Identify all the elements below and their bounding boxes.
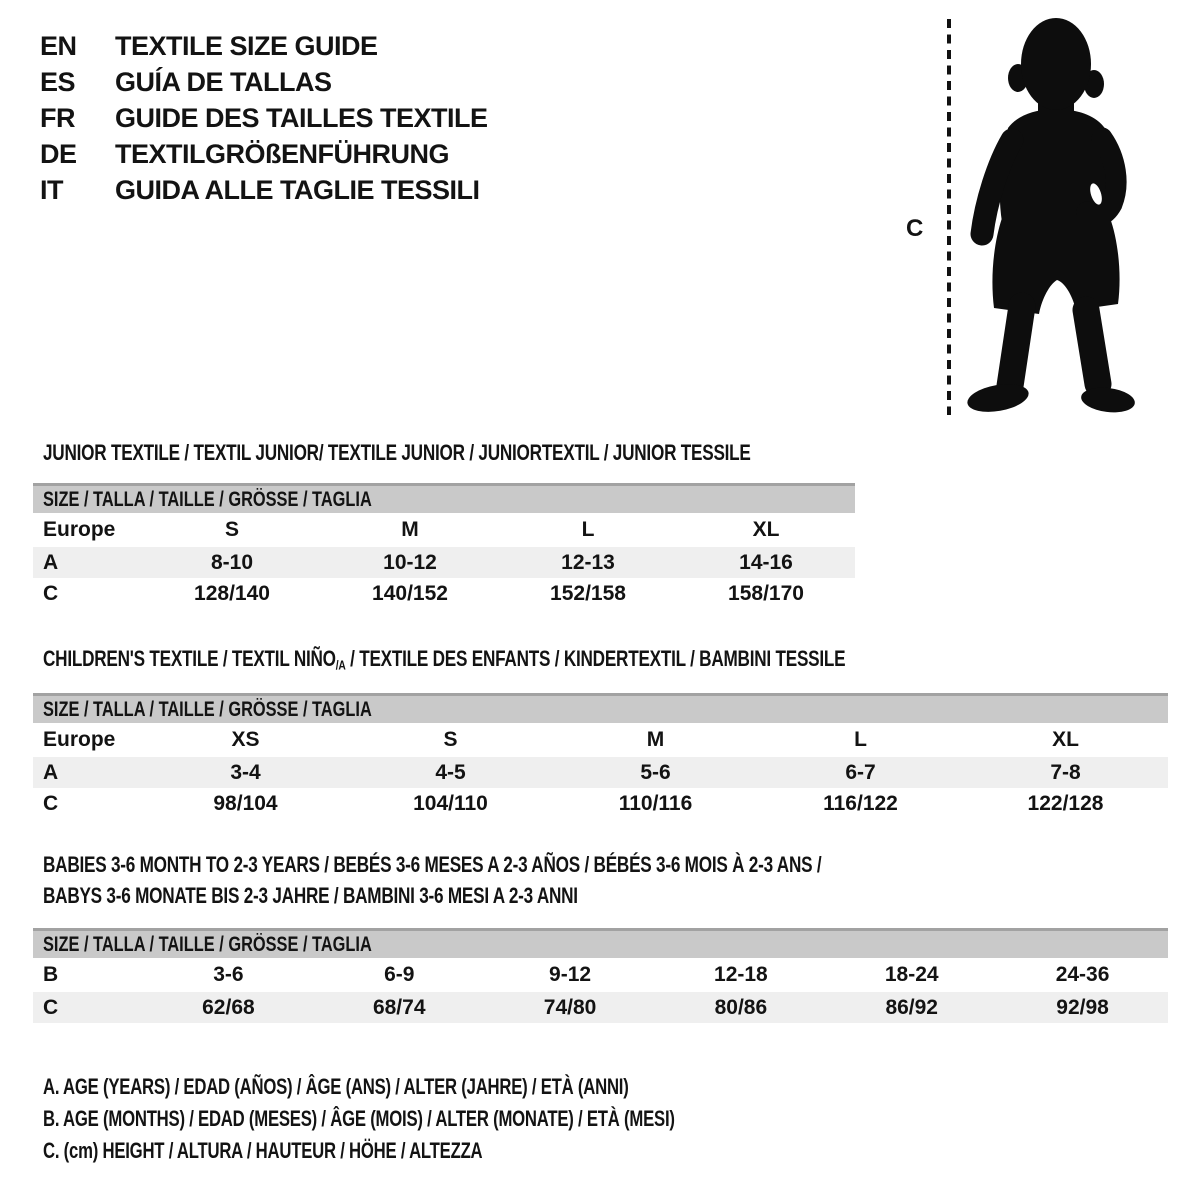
table-cell: 98/104 bbox=[213, 791, 278, 815]
table-cell: 7-8 bbox=[1050, 760, 1081, 784]
table-cell: 3-6 bbox=[213, 963, 244, 986]
table-row bbox=[33, 788, 1168, 819]
table-cell: 3-4 bbox=[230, 760, 261, 784]
table-cell: 18-24 bbox=[884, 963, 939, 986]
row-label: B bbox=[43, 963, 59, 986]
language-row bbox=[40, 64, 488, 100]
size-band bbox=[33, 928, 1168, 958]
table-cell: L bbox=[854, 728, 867, 751]
guide-title: TEXTILE SIZE GUIDE bbox=[115, 30, 378, 61]
table-cell: S bbox=[224, 518, 239, 541]
table-row bbox=[33, 513, 855, 547]
row-label: A bbox=[43, 760, 59, 784]
table-cell: 9-12 bbox=[549, 963, 592, 986]
table-cell: M bbox=[401, 518, 419, 541]
table-cell: 140/152 bbox=[372, 581, 448, 605]
table-cell: 116/122 bbox=[823, 791, 898, 815]
row-label: C bbox=[43, 581, 59, 605]
legend-item: C. (cm) HEIGHT / ALTURA / HAUTEUR / HÖHE / ALTEZZA bbox=[43, 1138, 483, 1163]
language-code: FR bbox=[40, 102, 75, 133]
babies-size-table bbox=[33, 928, 1168, 1023]
row-label: C bbox=[43, 995, 59, 1019]
row-label: A bbox=[43, 550, 59, 574]
height-measure-dashed-line bbox=[941, 14, 957, 420]
table-cell: 62/68 bbox=[202, 995, 255, 1019]
table-cell: 68/74 bbox=[372, 995, 426, 1019]
size-band-label: SIZE / TALLA / TAILLE / GRÖSSE / TAGLIA bbox=[43, 697, 372, 721]
language-title-list bbox=[40, 28, 488, 208]
language-row bbox=[40, 172, 488, 208]
row-label: C bbox=[43, 791, 59, 815]
table-cell: 5-6 bbox=[640, 760, 671, 784]
table-row bbox=[33, 578, 855, 609]
table-cell: L bbox=[581, 518, 595, 541]
table-cell: 122/128 bbox=[1027, 791, 1104, 815]
guide-title: GUÍA DE TALLAS bbox=[115, 66, 332, 97]
table-row bbox=[33, 547, 855, 578]
children-size-table bbox=[33, 693, 1168, 819]
size-band bbox=[33, 483, 855, 513]
legend-item: A. AGE (YEARS) / EDAD (AÑOS) / ÂGE (ANS) / ALTER (JAHRE) / ETÀ (ANNI) bbox=[43, 1074, 629, 1099]
guide-title: GUIDE DES TAILLES TEXTILE bbox=[115, 102, 488, 133]
table-cell: XL bbox=[1052, 728, 1079, 751]
table-cell: 10-12 bbox=[383, 550, 437, 574]
table-cell: 104/110 bbox=[413, 791, 488, 815]
size-band-label: SIZE / TALLA / TAILLE / GRÖSSE / TAGLIA bbox=[43, 487, 372, 511]
table-cell: 6-9 bbox=[384, 963, 415, 986]
table-cell: XL bbox=[752, 518, 780, 541]
size-band-label: SIZE / TALLA / TAILLE / GRÖSSE / TAGLIA bbox=[43, 932, 372, 956]
table-cell: 12-13 bbox=[561, 550, 615, 574]
legend bbox=[43, 1071, 874, 1167]
table-cell: XS bbox=[231, 728, 260, 751]
language-row bbox=[40, 100, 488, 136]
language-code: IT bbox=[40, 174, 63, 205]
section-title-babies: BABIES 3-6 MONTH TO 2-3 YEARS / BEBÉS 3-6 MESES A 2-3 AÑOS / BÉBÉS 3-6 MOIS À 2-3 ANS / BABYS 3-6 MONATE BIS 2-3 JAHRE / BAMBINI 3-6 MESI A 2-3 ANNI bbox=[43, 852, 822, 908]
row-label: Europe bbox=[43, 728, 116, 751]
junior-size-table bbox=[33, 483, 855, 609]
row-label: Europe bbox=[43, 518, 116, 541]
table-row bbox=[33, 992, 1168, 1023]
toddler-silhouette-icon bbox=[956, 12, 1148, 422]
table-cell: 12-18 bbox=[714, 963, 768, 986]
table-cell: 158/170 bbox=[728, 581, 804, 605]
table-cell: 24-36 bbox=[1055, 963, 1110, 986]
table-cell: 8-10 bbox=[210, 550, 254, 574]
table-row bbox=[33, 723, 1168, 757]
table-cell: 86/92 bbox=[885, 995, 938, 1019]
table-cell: S bbox=[443, 728, 458, 751]
table-cell: 14-16 bbox=[739, 550, 793, 574]
table-cell: 6-7 bbox=[845, 760, 876, 784]
legend-item: B. AGE (MONTHS) / EDAD (MESES) / ÂGE (MOIS) / ALTER (MONATE) / ETÀ (MESI) bbox=[43, 1106, 675, 1131]
table-cell: 110/116 bbox=[618, 791, 693, 815]
height-measure-label: C bbox=[906, 215, 924, 242]
table-cell: 152/158 bbox=[550, 581, 626, 605]
section-title-junior: JUNIOR TEXTILE / TEXTIL JUNIOR/ TEXTILE JUNIOR / JUNIORTEXTIL / JUNIOR TESSILE bbox=[43, 440, 751, 465]
table-row bbox=[33, 958, 1168, 992]
language-code: ES bbox=[40, 66, 76, 97]
section-title-children: CHILDREN'S TEXTILE / TEXTIL $NIÑO_{/A}$ / TEXTILE DES ENFANTS / KINDERTEXTIL / BAMBINI TESSILE bbox=[43, 646, 846, 673]
language-code: EN bbox=[40, 30, 77, 61]
guide-title: GUIDA ALLE TAGLIE TESSILI bbox=[115, 174, 480, 205]
language-row bbox=[40, 136, 488, 172]
table-cell: M bbox=[646, 728, 665, 751]
language-row bbox=[40, 28, 488, 64]
guide-title: TEXTILGRÖßENFÜHRUNG bbox=[115, 138, 449, 169]
table-cell: 4-5 bbox=[435, 760, 466, 784]
table-row bbox=[33, 757, 1168, 788]
table-cell: 74/80 bbox=[543, 995, 597, 1019]
table-cell: 80/86 bbox=[714, 995, 768, 1019]
language-code: DE bbox=[40, 138, 77, 169]
table-cell: 128/140 bbox=[194, 581, 270, 605]
table-cell: 92/98 bbox=[1056, 995, 1109, 1019]
size-band bbox=[33, 693, 1168, 723]
